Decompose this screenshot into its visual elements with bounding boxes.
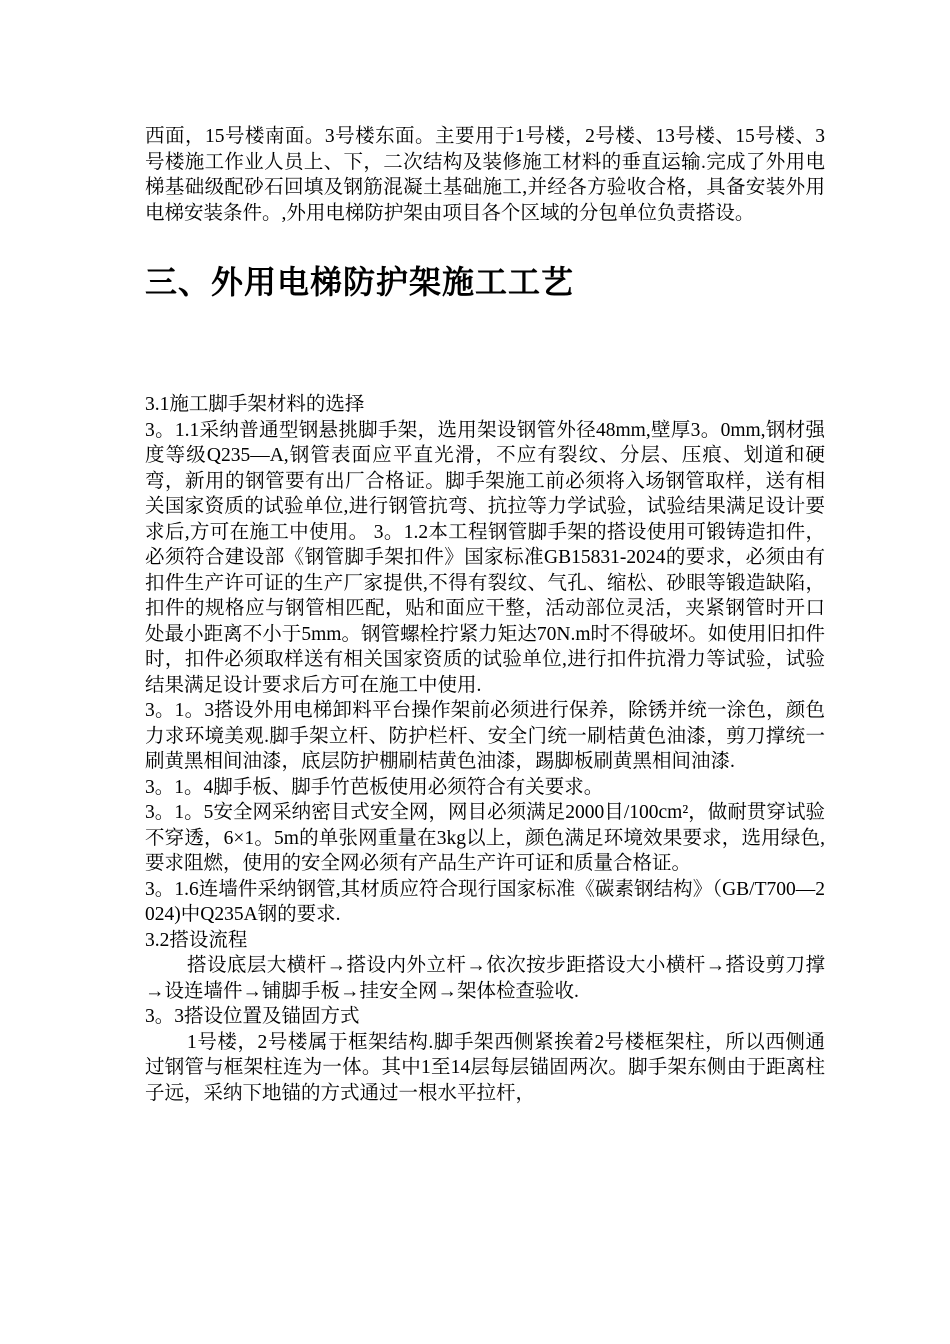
paragraph-3-2: 搭设底层大横杆→搭设内外立杆→依次按步距搭设大小横杆→搭设剪刀撑→设连墙件→铺脚手板→挂安全网→架体检查验收. <box>145 955 825 1002</box>
section-heading: 三、外用电梯防护架施工工艺 <box>145 263 575 301</box>
subsection-3-2-title: 3.2搭设流程 <box>145 929 248 951</box>
document-page <box>145 124 825 1106</box>
paragraph-3-1-1: 3。1.1采纳普通型钢悬挑脚手架，选用架设钢管外径48mm,壁厚3。0mm,钢材强度等级Q235—A,钢管表面应平直光滑，不应有裂纹、分层、压痕、划道和硬弯，新用的钢管要有出厂合格证。脚手架施工前必须将入场钢管取样，送有相关国家资质的试验单位,进行钢管抗弯、抗拉等力学试验，试验结果满足设计要求后,方可在施工中使用。 3。1.2本工程钢管脚手架的搭设使用可锻铸造扣件，必须符合建设部《钢管脚手架扣件》国家标准GB15831-2024的要求，必须由有扣件生产许可证的生产厂家提供,不得有裂纹、气孔、缩松、砂眼等锻造缺陷，扣件的规格应与钢管相匹配，贴和面应干整，活动部位灵活，夹紧钢管时开口处最小距离不小于5mm。钢管螺栓拧紧力矩达70N.m时不得破坏。如使用旧扣件时，扣件必须取样送有相关国家资质的试验单位,进行扣件抗滑力等试验，试验结果满足设计要求后方可在施工中使用. <box>145 419 825 696</box>
paragraph-3-1-3: 3。1。3搭设外用电梯卸料平台操作架前必须进行保养，除锈并统一涂色，颜色力求环境美观.脚手架立杆、防护栏杆、安全门统一刷桔黄色油漆，剪刀撑统一刷黄黑相间油漆，底层防护棚刷桔黄色油漆，踢脚板刷黄黑相间油漆. <box>145 700 825 772</box>
intro-paragraph: 西面，15号楼南面。3号楼东面。主要用于1号楼，2号楼、13号楼、15号楼、3号楼施工作业人员上、下，二次结构及装修施工材料的垂直运输.完成了外用电梯基础级配砂石回填及钢筋混凝土基础施工,并经各方验收合格，具备安装外用电梯安装条件。,外用电梯防护架由项目各个区域的分包单位负责搭设。 <box>145 126 825 224</box>
subsection-3-1-title: 3.1施工脚手架材料的选择 <box>145 394 365 415</box>
paragraph-3-3: 1号楼，2号楼属于框架结构.脚手架西侧紧挨着2号楼框架柱，所以西侧通过钢管与框架柱连为一体。其中1至14层每层锚固两次。脚手架东侧由于距离柱子远，采纳下地锚的方式通过一根水平拉杆， <box>145 1031 825 1104</box>
subsection-3-3-title: 3。3搭设位置及锚固方式 <box>145 1006 360 1027</box>
paragraph-3-1-4: 3。1。4脚手板、脚手竹芭板使用必须符合有关要求。 <box>145 776 604 798</box>
paragraph-3-1-6: 3。1.6连墙件采纳钢管,其材质应符合现行国家标准《碳素钢结构》（GB/T700—2024)中Q235A钢的要求. <box>145 878 825 925</box>
paragraph-3-1-5: 3。1。5安全网采纳密目式安全网，网目必须满足2000目/100cm²，做耐贯穿试验不穿透，6×1。5m的单张网重量在3kg以上，颜色满足环境效果要求，选用绿色,要求阻燃，使用的安全网必须有产品生产许可证和质量合格证。 <box>145 802 825 874</box>
